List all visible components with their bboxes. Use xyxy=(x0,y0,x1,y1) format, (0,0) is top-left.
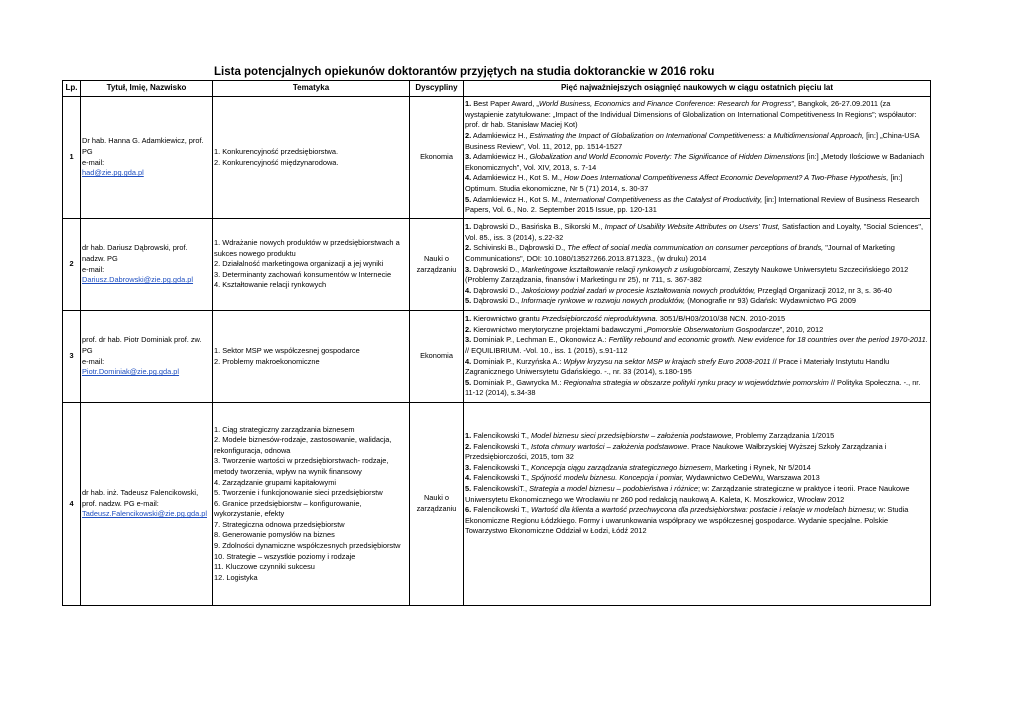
publication-title: Istota chmury wartości – założenia podstawowe xyxy=(531,441,688,451)
email-link[interactable]: had@zie.pg.gda.pl xyxy=(82,168,144,178)
advisor-name-line: PG xyxy=(82,146,93,156)
publication-item xyxy=(465,431,929,442)
document-title: Lista potencjalnych opiekunów doktorantów przyjętych na studia doktoranckie w 2016 roku xyxy=(214,66,715,78)
publication-details: Przegląd Organizacji 2012, nr 3, s. 36-40 xyxy=(755,285,892,295)
topic-item: 5. Tworzenie i funkcjonowanie sieci przedsiębiorstw xyxy=(214,488,383,498)
publication-details: ”, 2010, 2012 xyxy=(779,324,824,334)
publication-details: "Journal of Marketing Communications", DOI: 10.1080/13527266.2013.871323., (w druku) 2014 xyxy=(465,243,895,263)
publication-title: Estimating the Impact of Globalization on International Competitiveness: a Multidimensional Approach, xyxy=(529,131,865,141)
publication-details: ”, Bangkok, 26-27.09.2011 (za wystąpienie zatytułowane: „Impact of the Individual Dimensions of Globalization on International Competitiveness In Regions”; współautor: prof. dr hab. Stanisław Maciej Kot) xyxy=(465,99,917,130)
discipline-cell: Ekonomia xyxy=(410,311,464,403)
publication-number: 5. xyxy=(465,377,472,387)
topic-item: 11. Kluczowe czynniki sukcesu xyxy=(214,562,315,572)
publication-details: [in:] International Review of Business Research Papers, Vol. 6., No. 2. September 2015 Issue, pp. 120-131 xyxy=(465,194,920,215)
advisor-name-line: dr hab. Dariusz Dąbrowski, prof. xyxy=(82,243,188,253)
publication-item xyxy=(465,286,929,297)
publication-title: Wartość dla klienta a wartość przechwycona dla przedsiębiorstwa: postacie i relacje w modelach biznesu xyxy=(531,505,874,515)
publication-number: 4. xyxy=(465,285,472,295)
publication-details: ; w: Studia Ekonomiczne Regionu Łódzkiego. Formy i uwarunkowania współpracy we współczesnej gospodarce. Wydanie specjalne. Polskie Towarzystwo Ekonomiczne Oddział w Łodzi, Łódź 2012 xyxy=(465,505,909,536)
publication-text: Falencikowski T., xyxy=(471,462,531,472)
publication-title: Jakościowy podział zadań w procesie kształtowania nowych produktów, xyxy=(521,285,756,295)
publication-text: Dąbrowski D., xyxy=(471,264,522,274)
publication-details: [in:] „China-USA Business Review”, Vol. 11, 2012, pp. 1514-1527 xyxy=(465,131,920,151)
advisor-name-line: prof. dr hab. Piotr Dominiak prof. zw. xyxy=(82,335,202,345)
publication-item xyxy=(465,131,929,152)
col-header-topics: Tematyka xyxy=(213,81,410,97)
publication-item xyxy=(465,473,929,484)
achievements-cell xyxy=(464,311,931,403)
publication-title: Pomorskie Obserwatorium Gospodarcze xyxy=(646,324,780,334)
achievements-cell xyxy=(464,97,931,219)
topic-item: 3. Tworzenie wartości w przedsiębiorstwach- rodzaje, metody tworzenia, wpływ na wynik finansowy xyxy=(214,456,389,476)
publication-number: 2. xyxy=(465,243,472,253)
advisors-table xyxy=(62,80,931,606)
publication-title: Koncepcja ciągu zarządzania strategicznego biznesem xyxy=(531,462,711,472)
col-header-lp: Lp. xyxy=(63,81,81,97)
advisor-name-line: nadzw. PG xyxy=(82,253,118,263)
publication-item xyxy=(465,378,929,399)
row-number: 2 xyxy=(63,219,81,311)
publication-title: Strategia a model biznesu – podobieństwa i różnice xyxy=(529,483,698,493)
discipline-cell: Nauki o zarządzaniu xyxy=(410,219,464,311)
publication-text: Dominiak P., Lechman E., Okonowicz A.: xyxy=(471,335,609,345)
row-number: 4 xyxy=(63,403,81,606)
publication-title: Model biznesu sieci przedsiębiorstw – założenia podstawowe, xyxy=(531,431,734,440)
email-link[interactable]: Dariusz.Dabrowski@zie.pg.gda.pl xyxy=(82,275,194,285)
col-header-disciplines: Dyscypliny xyxy=(410,81,464,97)
col-header-name: Tytuł, Imię, Nazwisko xyxy=(81,81,213,97)
publication-number: 3. xyxy=(465,462,472,472)
publication-title: Impact of Usability Website Attributes on Users’ Trust, xyxy=(604,222,780,232)
advisor-name-line: e-mail: xyxy=(82,356,105,366)
publication-text: Falencikowski T., xyxy=(471,441,531,451)
publication-item xyxy=(465,296,929,307)
publication-text: FalencikowskiT., xyxy=(471,483,530,493)
table-row xyxy=(63,97,931,219)
publication-details: // Prace i Materiały Instytutu Handlu Zagranicznego Uniwersytetu Gdańskiego. -., nr. 33 (2014), s.180-195 xyxy=(465,356,890,377)
publication-details: ; w: Zarządzanie strategiczne w praktyce i teorii. Prace Naukowe Uniwersytetu Ekonomicznego we Wrocławiu nr 260 pod redakcją naukową A. Kaleta, K. Moszkowicz, Wrocław 2012 xyxy=(465,483,910,504)
table-row xyxy=(63,219,931,311)
publication-item xyxy=(465,325,929,336)
table-row xyxy=(63,403,931,606)
publication-details: (Monografie nr 93) Gdańsk: Wydawnictwo PG 2009 xyxy=(685,296,857,306)
topics-cell xyxy=(213,219,410,311)
publication-details: Satisfaction and Loyalty, "Social Sciences", Vol. 85., iss. 3 (2014), s.22-32 xyxy=(465,222,924,242)
email-link[interactable]: Tadeusz.Falencikowski@zie.pg.gda.pl xyxy=(82,509,207,519)
publication-title: Fertility rebound and economic growth. New evidence for 18 countries over the period 1970-2011. xyxy=(608,335,928,345)
publication-title: Informacje rynkowe w rozwoju nowych produktów, xyxy=(521,296,686,306)
publication-text: Best Paper Award, „ xyxy=(471,99,539,109)
topics-cell xyxy=(213,311,410,403)
publication-item xyxy=(465,463,929,474)
publication-number: 4. xyxy=(465,356,472,366)
publication-number: 4. xyxy=(465,473,472,483)
topics-cell xyxy=(213,97,410,219)
publication-details: // Polityka Społeczna. -., nr. 11-12 (2014), s.34-38 xyxy=(465,377,921,398)
publication-item xyxy=(465,442,929,463)
publication-number: 3. xyxy=(465,335,472,345)
discipline-cell: Ekonomia xyxy=(410,97,464,219)
topic-item: 1. Wdrażanie nowych produktów w przedsiębiorstwach a sukces nowego produktu xyxy=(214,238,400,258)
topic-item: 1. Konkurencyjność przedsiębiorstwa. xyxy=(214,146,339,156)
publication-text: Dąbrowski D., xyxy=(471,285,522,295)
publication-number: 5. xyxy=(465,296,472,306)
publication-number: 2. xyxy=(465,441,472,451)
advisor-name-line: prof. nadzw. PG e-mail: xyxy=(82,498,159,508)
topics-cell xyxy=(213,403,410,606)
table-row xyxy=(63,311,931,403)
discipline-cell: Nauki o zarządzaniu xyxy=(410,403,464,606)
publication-title: Marketingowe kształtowanie relacji rynkowych z usługobiorcami, xyxy=(521,264,732,274)
publication-item xyxy=(465,99,929,131)
advisor-name-line: PG xyxy=(82,345,93,355)
publication-title: Globalization and World Economic Poverty: The Significance of Hidden Dimenstions xyxy=(529,152,805,162)
publication-title: World Business, Economics and Finance Conference: Research for Progress xyxy=(538,99,792,109)
advisor-cell xyxy=(81,311,213,403)
advisor-cell xyxy=(81,219,213,311)
topic-item: 1. Ciąg strategiczny zarządzania biznesem xyxy=(214,424,355,434)
publication-item xyxy=(465,173,929,194)
publication-details: [in:] Optimum. Studia ekonomiczne, Nr 5 (71) 2014, s. 30-37 xyxy=(465,173,903,193)
publication-item xyxy=(465,265,929,286)
topic-item: 1. Sektor MSP we współczesnej gospodarce xyxy=(214,345,360,355)
publication-text: Dąbrowski D., Basińska B., Sikorski M., xyxy=(471,222,605,232)
advisor-cell xyxy=(81,403,213,606)
row-number: 1 xyxy=(63,97,81,219)
publication-text: Dominiak P., Kurzyńska A.: xyxy=(471,356,564,366)
publication-details: [in:] „Metody Ilościowe w Badaniach Ekonomicznych”, Vol. XIV, 2013, s. 7-14 xyxy=(465,152,925,172)
publication-details: // EQUILIBRIUM. -Vol. 10., iss. 1 (2015), s.91-112 xyxy=(465,345,628,355)
topic-item: 2. Problemy makroekonomiczne xyxy=(214,356,320,366)
publication-number: 1. xyxy=(465,99,472,109)
topic-item: 9. Zdolności dynamiczne współczesnych przedsiębiorstw xyxy=(214,541,401,551)
table-body xyxy=(63,97,931,606)
achievements-cell xyxy=(464,403,931,606)
publication-text: Falencikowski T., xyxy=(471,505,531,515)
publication-number: 2. xyxy=(465,131,472,141)
publication-item xyxy=(465,195,929,216)
topic-item: 3. Determinanty zachowań konsumentów w Internecie xyxy=(214,269,392,279)
topic-item: 4. Zarządzanie grupami kapitałowymi xyxy=(214,477,336,487)
email-link[interactable]: Piotr.Dominiak@zie.pg.gda.pl xyxy=(82,367,180,377)
publication-details: Problemy Zarządzania 1/2015 xyxy=(733,431,835,440)
publication-item xyxy=(465,152,929,173)
header-row xyxy=(63,81,931,97)
publication-text: Falencikowski T., xyxy=(471,431,531,440)
publication-number: 4. xyxy=(465,173,472,183)
publication-item xyxy=(465,222,929,243)
publication-item xyxy=(465,314,929,325)
publication-details: . 3051/B/H03/2010/38 NCN. 2010-2015 xyxy=(655,314,786,324)
publication-text: Dominiak P., Gawrycka M.: xyxy=(471,377,564,387)
publication-details: Wydawnictwo CeDeWu, Warszawa 2013 xyxy=(683,473,820,483)
publication-number: 2. xyxy=(465,324,472,334)
publication-text: Kierownictwo merytoryczne projektami badawczymi „ xyxy=(471,324,647,334)
publication-number: 3. xyxy=(465,152,472,162)
publication-details: . Prace Naukowe Wałbrzyskiej Wyższej Szkoły Zarządzania i Przedsiębiorczości, 2015, tom 32 xyxy=(465,441,887,462)
advisor-cell xyxy=(81,97,213,219)
publication-title: Przedsiębiorczość nieproduktywna xyxy=(541,314,656,324)
publication-details: Zeszyty Naukowe Uniwersytetu Szczecińskiego 2012 (Problemy Zarządzania, finansów i Marketingu nr 25), nr 711, s. 367-382 xyxy=(465,264,909,285)
publication-text: Falencikowski T., xyxy=(471,473,531,483)
topic-item: 6. Granice przedsiębiorstw – konfigurowanie, wykorzystanie, efekty xyxy=(214,498,362,519)
achievements-cell xyxy=(464,219,931,311)
topic-item: 8. Generowanie pomysłów na biznes xyxy=(214,530,335,540)
publication-number: 1. xyxy=(465,314,472,324)
publication-number: 3. xyxy=(465,264,472,274)
advisor-name-line: dr hab. inż. Tadeusz Falencikowski, xyxy=(82,488,199,498)
topic-item: 4. Kształtowanie relacji rynkowych xyxy=(214,280,327,290)
col-header-achievements: Pięć najważniejszych osiągnięć naukowych w ciągu ostatnich pięciu lat xyxy=(464,81,931,97)
publication-text: Kierownictwo grantu xyxy=(471,314,542,324)
publication-number: 5. xyxy=(465,194,472,204)
publication-item xyxy=(465,484,929,505)
publication-number: 1. xyxy=(465,222,472,232)
advisor-name-line: e-mail: xyxy=(82,264,105,274)
publication-item xyxy=(465,243,929,264)
publication-text: Adamkiewicz H., Kot S. M., xyxy=(471,194,564,204)
topic-item: 7. Strategiczna odnowa przedsiębiorstw xyxy=(214,519,345,529)
publication-text: Dąbrowski D., xyxy=(471,296,522,306)
publication-title: Wpływ kryzysu na sektor MSP w krajach strefy Euro 2008-2011 xyxy=(563,356,771,366)
publication-details: , Marketing i Rynek, Nr 5/2014 xyxy=(710,462,811,472)
topic-item: 10. Strategie – wszystkie poziomy i rodzaje xyxy=(214,551,356,561)
publication-number: 5. xyxy=(465,483,472,493)
advisor-name-line: e-mail: xyxy=(82,157,105,167)
topic-item: 2. Modele biznesów-rodzaje, zastosowanie, walidacja, rekonfiguracja, odnowa xyxy=(214,435,392,455)
publication-title: How Does International Competitiveness Affect Economic Development? A Two-Phase Hypothesis, xyxy=(564,173,889,183)
publication-text: Adamkiewicz H., Kot S. M., xyxy=(471,173,564,183)
publication-title: Regionalna strategia w obszarze polityki rynku pracy w województwie pomorskim xyxy=(563,377,829,387)
publication-item xyxy=(465,357,929,378)
row-number: 3 xyxy=(63,311,81,403)
publication-item xyxy=(465,335,929,356)
topic-item: 2. Konkurencyjność międzynarodowa. xyxy=(214,157,339,167)
publication-number: 1. xyxy=(465,431,472,440)
advisor-name-line: Dr hab. Hanna G. Adamkiewicz, prof. xyxy=(82,136,204,146)
publication-text: Adamkiewicz H., xyxy=(471,131,530,141)
publication-title: The effect of social media communication on consumer perceptions of brands, xyxy=(567,243,824,253)
publication-text: Adamkiewicz H., xyxy=(471,152,530,162)
publication-number: 6. xyxy=(465,505,472,515)
topic-item: 2. Działalność marketingowa organizacji a jej wyniki xyxy=(214,259,384,269)
publication-text: Schivinski B., Dąbrowski D., xyxy=(471,243,568,253)
topic-item: 12. Logistyka xyxy=(214,572,258,582)
publication-title: Spójność modelu biznesu. Koncepcja i pomiar, xyxy=(531,473,684,483)
publication-title: International Competitiveness as the Catalyst of Productivity, xyxy=(564,194,763,204)
publication-item xyxy=(465,505,929,537)
